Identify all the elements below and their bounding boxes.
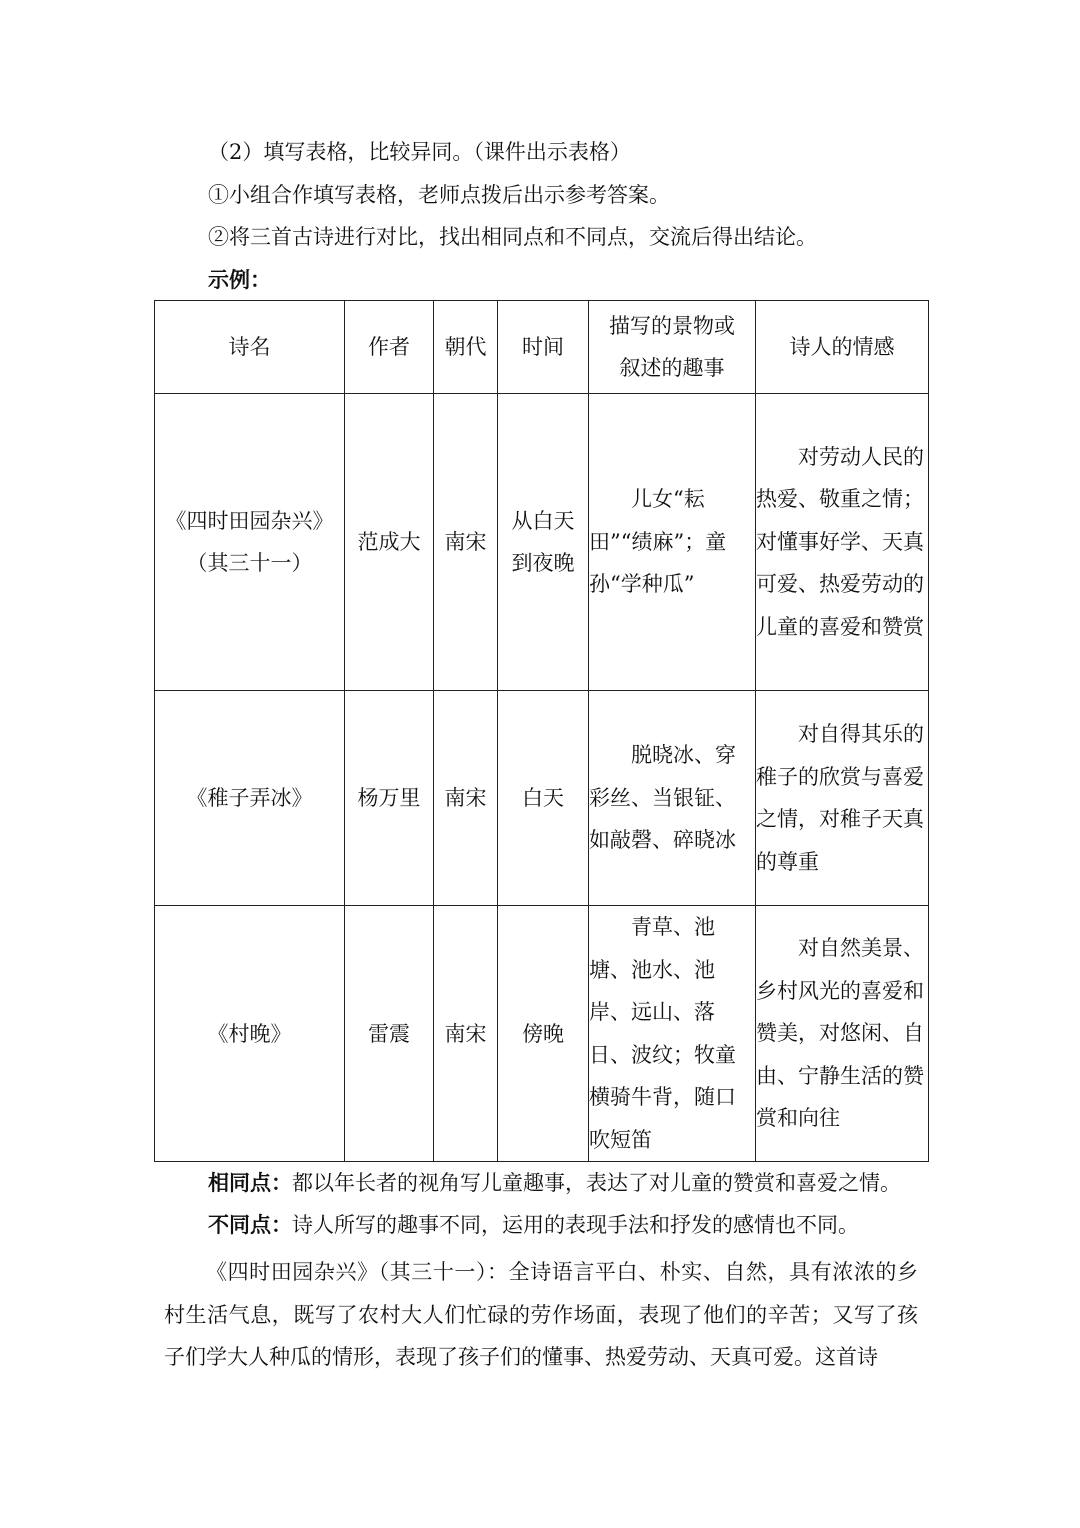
header-time: 时间 — [498, 301, 589, 394]
same-text: 都以年长者的视角写儿童趣事，表达了对儿童的赞赏和喜爱之情。 — [292, 1171, 901, 1195]
step-heading: （2）填写表格，比较异同。（课件出示表格） — [208, 140, 631, 164]
emotion-text: 对自然美景、乡村风光的喜爱和赞美，对悠闲、自由、宁静生活的赞赏和向往 — [756, 936, 924, 1131]
cell-author: 雷震 — [345, 906, 434, 1162]
cell-emotion — [756, 691, 929, 906]
cell-poem-name — [155, 394, 345, 691]
poem-title: 《四时田园杂兴》 — [165, 509, 334, 533]
cell-emotion — [756, 906, 929, 1162]
diff-label: 不同点： — [208, 1212, 292, 1237]
cell-poem-name — [155, 691, 345, 906]
step-1-text: ①小组合作填写表格，老师点拨后出示参考答案。 — [208, 183, 670, 207]
header-emotion: 诗人的情感 — [756, 301, 929, 394]
header-name: 诗名 — [155, 301, 345, 394]
cell-scenery — [589, 394, 756, 691]
poem-subtitle: （其三十一） — [186, 551, 313, 575]
header-dynasty: 朝代 — [434, 301, 498, 394]
cell-dynasty: 南宋 — [434, 691, 498, 906]
poem-title: 《稚子弄冰》 — [186, 786, 313, 810]
poem-title: 《村晚》 — [207, 1021, 292, 1046]
cell-emotion — [756, 394, 929, 691]
header-scenery — [589, 301, 756, 394]
poem-comparison-table — [154, 300, 929, 1162]
cell-scenery — [589, 906, 756, 1162]
scenery-text: 儿女“耘田”“绩麻”；童孙“学种瓜” — [589, 487, 727, 597]
cell-author: 范成大 — [345, 394, 434, 691]
example-label: 示例： — [208, 267, 271, 292]
emotion-text: 对自得其乐的稚子的欣赏与喜爱之情，对稚子天真的尊重 — [756, 722, 924, 874]
table-row — [155, 906, 929, 1162]
cell-time: 傍晚 — [498, 906, 589, 1162]
cell-time: 白天 — [498, 691, 589, 906]
cell-time — [498, 394, 589, 691]
same-label: 相同点： — [208, 1170, 292, 1195]
cell-scenery — [589, 691, 756, 906]
cell-author: 杨万里 — [345, 691, 434, 906]
cell-dynasty: 南宋 — [434, 906, 498, 1162]
step-2-text: ②将三首古诗进行对比，找出相同点和不同点，交流后得出结论。 — [208, 225, 817, 249]
header-scenery-line2: 叙述的趣事 — [619, 356, 725, 380]
diff-text: 诗人所写的趣事不同，运用的表现手法和抒发的感情也不同。 — [292, 1213, 859, 1237]
same-points — [208, 1169, 901, 1197]
analysis-paragraph: 《四时田园杂兴》（其三十一）：全诗语言平白、朴实、自然，具有浓浓的乡村生活气息，既写了农村大人们忙碌的劳作场面，表现了他们的辛苦；又写了孩子们学大人种瓜的情形，表现了孩子们的懂事、热爱劳动、天真可爱。这首诗 — [164, 1260, 918, 1369]
emotion-text: 对劳动人民的热爱、敬重之情；对懂事好学、天真可爱、热爱劳动的儿童的喜爱和赞赏 — [756, 444, 924, 639]
time-line1: 从白天 — [511, 509, 575, 533]
header-scenery-line1: 描写的景物或 — [609, 314, 735, 338]
scenery-text: 青草、池塘、池水、池岸、远山、落日、波纹；牧童横骑牛背，随口吹短笛 — [589, 915, 736, 1152]
scenery-text: 脱晓冰、穿彩丝、当银钲、如敲磬、碎晓冰 — [589, 743, 736, 853]
cell-poem-name — [155, 906, 345, 1162]
table-header-row — [155, 301, 929, 394]
table-row — [155, 394, 929, 691]
header-author: 作者 — [345, 301, 434, 394]
time-line2: 到夜晚 — [511, 551, 575, 575]
cell-dynasty: 南宋 — [434, 394, 498, 691]
different-points — [208, 1211, 859, 1239]
table-row — [155, 691, 929, 906]
